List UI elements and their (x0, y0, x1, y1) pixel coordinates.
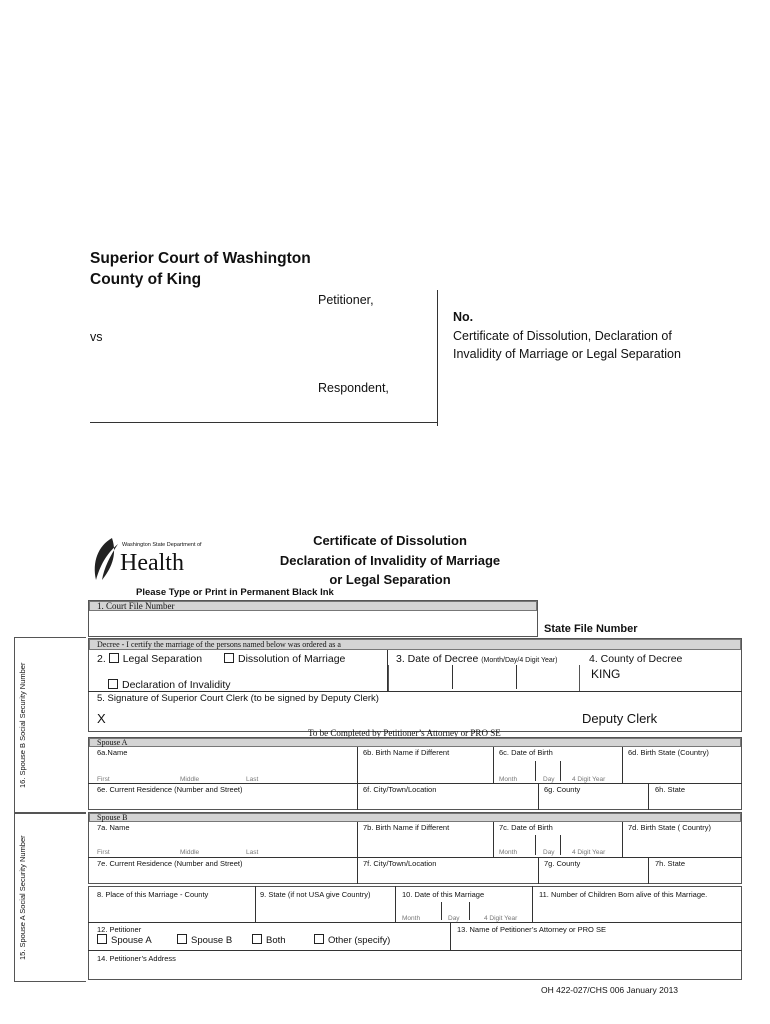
logo-health: Health (120, 550, 184, 576)
b-middle-hint: Middle (180, 849, 200, 856)
a-div3 (622, 747, 623, 783)
petitioner-address-label: 14. Petitioner’s Address (97, 954, 176, 963)
a-div6 (648, 783, 649, 810)
certificate-title-line1: Certificate of Dissolution (313, 533, 467, 548)
court-heading (90, 248, 311, 290)
petitioner-spouse-a-option (97, 934, 152, 946)
completion-note: To be Completed by Petitioner’s Attorney or PRO SE (308, 728, 501, 738)
b-day-hint: Day (543, 849, 555, 856)
logo-department: Washington State Department of (122, 542, 202, 548)
b-div3 (622, 822, 623, 857)
petitioner-spouse-a-label: Spouse A (111, 935, 152, 946)
health-department-logo (88, 536, 202, 582)
b-div1 (357, 822, 358, 857)
a-dob-label: 6c. Date of Birth (499, 748, 553, 757)
deputy-clerk-label: Deputy Clerk (582, 711, 658, 726)
ink-instruction: Please Type or Print in Permanent Black Ink (136, 587, 334, 598)
certificate-form (88, 598, 742, 982)
b-div2 (493, 822, 494, 857)
petitioner-item-label: 12. Petitioner (97, 925, 142, 934)
b-div6 (648, 857, 649, 884)
a-year-hint: 4 Digit Year (572, 776, 606, 783)
petitioner-other-option (314, 934, 390, 946)
b-birth-name-label: 7b. Birth Name if Different (363, 823, 450, 832)
b-dob-sep1 (535, 835, 536, 855)
b-row-divider (88, 857, 742, 858)
a-birth-state-label: 6d. Birth State (Country) (628, 748, 709, 757)
county-of-decree-label: 4. County of Decree (589, 653, 683, 665)
m-month-hint: Month (402, 915, 421, 922)
petitioner-spouse-b-checkbox[interactable] (177, 934, 187, 944)
b-div5 (538, 857, 539, 884)
a-county-label: 6g. County (544, 785, 581, 794)
county-value[interactable]: KING (591, 667, 621, 681)
a-birth-name-label: 6b. Birth Name if Different (363, 748, 450, 757)
decree-divider (88, 691, 742, 692)
b-dob-label: 7c. Date of Birth (499, 823, 553, 832)
respondent-label: Respondent, (318, 381, 389, 395)
certificate-title (250, 531, 530, 590)
spouse-b-ssn-label: 16. Spouse B Social Security Number (18, 662, 27, 788)
m-date-sep2 (469, 902, 470, 920)
b-year-hint: 4 Digit Year (572, 849, 606, 856)
m-day-hint: Day (448, 915, 460, 922)
invalidity-checkbox[interactable] (108, 679, 118, 689)
spouse-a-ssn-label: 15. Spouse A Social Security Number (18, 835, 27, 960)
petitioner-both-option (252, 934, 286, 946)
a-last-hint: Last (246, 776, 259, 783)
decree-type-row (97, 653, 202, 665)
attorney-name-label: 13. Name of Petitioner’s Attorney or PRO SE (457, 925, 606, 934)
county-name: County of King (90, 271, 202, 288)
leaf-icon (88, 536, 124, 582)
b-name-label: 7a. Name (97, 823, 130, 832)
form-code: OH 422-027/CHS 006 January 2013 (541, 985, 679, 995)
m-row-divider (88, 922, 742, 923)
spouse-a-label: Spouse A (97, 738, 128, 747)
state-file-number-label: State File Number (544, 623, 638, 635)
petitioner-other-checkbox[interactable] (314, 934, 324, 944)
certificate-title-line2: Declaration of Invalidity of Marriage (279, 552, 501, 568)
certificate-title-line3: or Legal Separation (329, 572, 451, 587)
spouse-b-label: Spouse B (97, 813, 128, 822)
spouse-b-header-bar (89, 813, 741, 822)
a-month-hint: Month (499, 776, 518, 783)
case-title-line2: Invalidity of Marriage or Legal Separation (453, 347, 681, 361)
m-div1 (255, 886, 256, 922)
decree-header: Decree - I certify the marriage of the persons named below was ordered as a (97, 640, 341, 649)
a-city-label: 6f. City/Town/Location (363, 785, 437, 794)
m-div2 (395, 886, 396, 922)
date-of-decree-text: 3. Date of Decree (396, 653, 479, 665)
b-div4 (357, 857, 358, 884)
petitioner-spouse-a-checkbox[interactable] (97, 934, 107, 944)
petitioner-both-checkbox[interactable] (252, 934, 262, 944)
spouse-a-header-bar (89, 738, 741, 747)
date-of-decree-label (396, 653, 557, 665)
m-div4 (450, 922, 451, 950)
b-residence-label: 7e. Current Residence (Number and Street) (97, 859, 243, 868)
dissolution-option (224, 653, 345, 665)
vs-label: vs (90, 330, 103, 344)
court-name: Superior Court of Washington (90, 250, 311, 267)
a-div1 (357, 747, 358, 783)
case-title-line1: Certificate of Dissolution, Declaration of (453, 329, 672, 343)
a-state-label: 6h. State (655, 785, 686, 794)
date-of-decree-input[interactable] (388, 665, 580, 691)
invalidity-option (108, 679, 231, 691)
case-title (453, 327, 681, 363)
petitioner-other-label: Other (specify) (328, 935, 391, 946)
m-date-sep1 (441, 902, 442, 920)
petitioner-spouse-b-label: Spouse B (191, 935, 233, 946)
petitioner-label: Petitioner, (318, 293, 374, 307)
a-div5 (538, 783, 539, 810)
legal-separation-label: Legal Separation (122, 653, 203, 665)
a-residence-label: 6e. Current Residence (Number and Street) (97, 785, 243, 794)
m-row-divider2 (88, 950, 742, 951)
caption-underline (90, 422, 438, 423)
signature-label: 5. Signature of Superior Court Clerk (to be signed by Deputy Clerk) (97, 693, 379, 704)
state-marriage-label: 9. State (if not USA give Country) (260, 890, 371, 899)
marriage-section (88, 886, 742, 980)
invalidity-label: Declaration of Invalidity (122, 679, 231, 691)
decree-date-sep1 (452, 665, 453, 689)
a-dob-sep1 (535, 761, 536, 781)
a-name-label: 6a.Name (97, 748, 128, 757)
date-marriage-label: 10. Date of this Marriage (402, 890, 485, 899)
legal-separation-checkbox[interactable] (109, 653, 119, 663)
petitioner-both-label: Both (266, 935, 286, 946)
children-label: 11. Number of Children Born alive of this Marriage. (539, 890, 708, 899)
m-year-hint: 4 Digit Year (484, 915, 518, 922)
a-div2 (493, 747, 494, 783)
dissolution-label: Dissolution of Marriage (238, 653, 346, 665)
a-dob-sep2 (560, 761, 561, 781)
b-birth-state-label: 7d. Birth State ( Country) (628, 823, 711, 832)
b-city-label: 7f. City/Town/Location (363, 859, 437, 868)
b-county-label: 7g. County (544, 859, 581, 868)
caption-divider (437, 290, 438, 426)
a-div4 (357, 783, 358, 810)
dissolution-checkbox[interactable] (224, 653, 234, 663)
b-dob-sep2 (560, 835, 561, 855)
a-day-hint: Day (543, 776, 555, 783)
signature-x[interactable]: X (97, 711, 106, 726)
decree-date-sep2 (516, 665, 517, 689)
petitioner-spouse-b-option (177, 934, 232, 946)
b-first-hint: First (97, 849, 110, 856)
a-first-hint: First (97, 776, 110, 783)
b-month-hint: Month (499, 849, 518, 856)
place-marriage-label: 8. Place of this Marriage - County (97, 890, 209, 899)
b-last-hint: Last (246, 849, 259, 856)
a-row-divider (88, 783, 742, 784)
court-file-number-label: 1. Court File Number (97, 601, 175, 611)
m-div3 (532, 886, 533, 922)
date-of-decree-hint: (Month/Day/4 Digit Year) (481, 657, 558, 664)
case-number-label: No. (453, 310, 474, 324)
item2-label: 2. (97, 653, 106, 665)
b-state-label: 7h. State (655, 859, 686, 868)
a-middle-hint: Middle (180, 776, 200, 783)
